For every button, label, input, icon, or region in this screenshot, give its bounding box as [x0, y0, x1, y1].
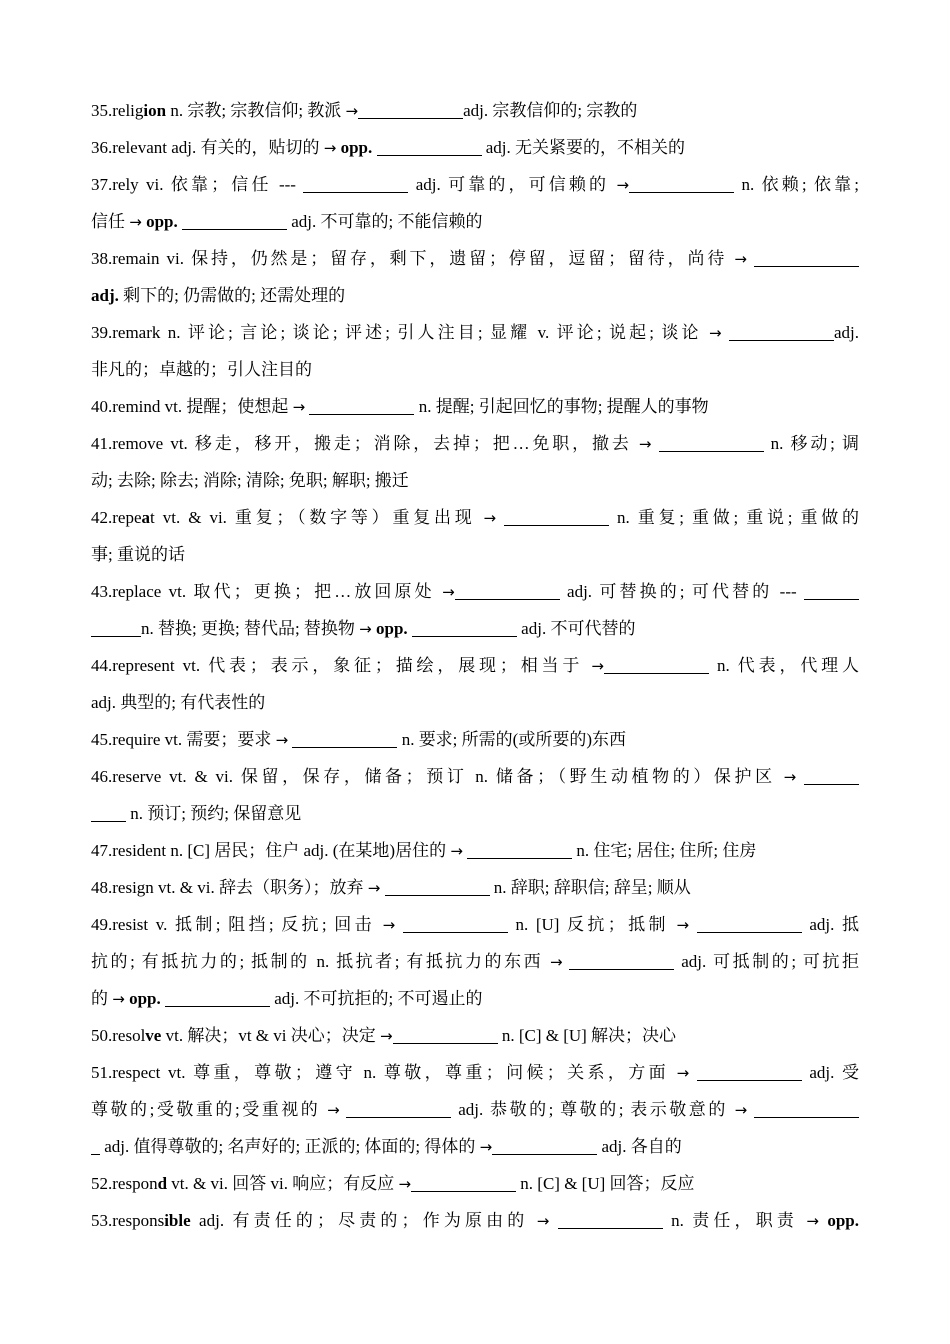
entry-text: 事; 重说的话 — [91, 545, 185, 564]
entry-text: n. 宗教; 宗教信仰; 教派 — [166, 101, 346, 120]
entry-text: 39.remark n. 评论; 言论; 谈论; 评述; 引人注目; 显耀 v. 评论; 说起; 谈论 — [91, 323, 710, 342]
fill-blank[interactable] — [377, 138, 482, 156]
arrow-icon: → — [536, 1212, 550, 1230]
fill-blank[interactable] — [659, 434, 764, 452]
entry-text: adj. 无关紧要的，不相关的 — [481, 138, 686, 157]
entry-text: 41.remove vt. 移走，移开，搬走；消除，去掉；把…免职，撤去 — [91, 434, 639, 453]
entry-text: n. 重复; 重做; 重说; 重做的 — [609, 508, 859, 527]
fill-blank[interactable] — [697, 1063, 802, 1081]
entry-47-line-1 — [91, 832, 859, 869]
fill-blank[interactable] — [182, 212, 287, 230]
entry-text: n. [U] 反抗；抵制 — [507, 915, 677, 934]
entry-text: n. 辞职; 辞职信; 辞呈; 顺从 — [489, 878, 691, 897]
entry-text: 53.respons — [91, 1211, 165, 1230]
entry-text: 信任 — [91, 212, 130, 231]
opp-label: opp. — [827, 1211, 859, 1230]
entry-51-line-1 — [91, 1054, 859, 1091]
arrow-icon: → — [359, 620, 372, 638]
arrow-icon: → — [323, 139, 337, 157]
entry-text: 剩下的; 仍需做的; 还需处理的 — [118, 286, 346, 305]
fill-blank[interactable] — [303, 175, 408, 193]
entry-text: 48.resign vt. & vi. 辞去（职务）；放弃 — [91, 878, 368, 897]
entry-text: 非凡的；卓越的；引人注目的 — [91, 360, 312, 379]
entry-text: n. 责任，职责 — [662, 1211, 807, 1230]
entry-51-line-3 — [91, 1128, 859, 1165]
entry-49-line-1 — [91, 906, 859, 943]
entry-text: t vt. & vi. 重复；（数字等）重复出现 — [150, 508, 484, 527]
arrow-icon: → — [709, 324, 722, 342]
fill-blank[interactable] — [754, 249, 859, 267]
entry-text: adj. 可抵制的; 可抗拒 — [674, 952, 859, 971]
entry-37-line-1 — [91, 166, 859, 203]
fill-blank[interactable] — [504, 508, 609, 526]
arrow-icon: → — [129, 213, 142, 231]
entry-text: n. 移动; 调 — [763, 434, 859, 453]
arrow-icon: → — [382, 916, 396, 934]
entry-text: 47.resident n. [C] 居民；住户 adj. (在某地)居住的 — [91, 841, 451, 860]
entry-text: n. [C] & [U] 解决；决心 — [497, 1026, 677, 1045]
entry-bold: d — [157, 1174, 168, 1193]
entry-text: adj. 典型的; 有代表性的 — [91, 693, 266, 712]
entry-text: 37.rely vi. 依靠；信任 --- — [91, 175, 304, 194]
fill-blank[interactable] — [492, 1137, 597, 1155]
entry-bold: a — [141, 508, 151, 527]
entry-49-line-2 — [91, 943, 859, 980]
entry-text: adj. 有责任的；尽责的；作为原由的 — [190, 1211, 537, 1230]
entry-bold: ible — [164, 1211, 191, 1230]
fill-blank[interactable] — [91, 804, 126, 822]
arrow-icon: → — [783, 768, 797, 786]
arrow-icon: → — [806, 1212, 819, 1230]
entry-text: 40.remind vt. 提醒；使想起 — [91, 397, 293, 416]
arrow-icon: → — [550, 953, 563, 971]
fill-blank[interactable] — [403, 915, 508, 933]
entry-text: adj. 受 — [801, 1063, 859, 1082]
fill-blank[interactable] — [569, 952, 674, 970]
entry-text: adj. 各自的 — [597, 1137, 682, 1156]
vocabulary-document — [91, 92, 859, 1239]
entry-46-line-1 — [91, 758, 859, 795]
entry-bold: ion — [143, 101, 167, 120]
entry-text: 42.repe — [91, 508, 142, 527]
fill-blank[interactable] — [412, 619, 517, 637]
entry-text: adj. 宗教信仰的; 宗教的 — [463, 101, 638, 120]
arrow-icon: → — [398, 1175, 412, 1193]
entry-39-line-2 — [91, 351, 859, 388]
fill-blank[interactable] — [411, 1174, 516, 1192]
entry-45-line-1 — [91, 721, 859, 758]
entry-text: n. 预订; 预约; 保留意见 — [126, 804, 302, 823]
entry-text: 35.relig — [91, 101, 144, 120]
fill-blank[interactable] — [91, 619, 141, 637]
entry-50-line-1 — [91, 1017, 859, 1054]
entry-text: n. 提醒; 引起回忆的事物; 提醒人的事物 — [414, 397, 709, 416]
entry-text: 49.resist v. 抵制; 阻挡; 反抗; 回击 — [91, 915, 383, 934]
entry-text: 36.relevant adj. 有关的，贴切的 — [91, 138, 324, 157]
entry-text: adj. 不可靠的; 不能信赖的 — [287, 212, 483, 231]
fill-blank[interactable] — [455, 582, 560, 600]
entry-text: 46.reserve vt. & vi. 保留，保存，储备；预订 n. 储备；（野生动植物的）保护区 — [91, 767, 784, 786]
entry-text: vt. & vi. 回答 vi. 响应；有反应 — [167, 1174, 399, 1193]
arrow-icon: → — [275, 731, 289, 749]
fill-blank[interactable] — [91, 1137, 100, 1155]
entry-51-line-2 — [91, 1091, 859, 1128]
fill-blank[interactable] — [697, 915, 802, 933]
entry-text: adj. 恭敬的; 尊敬的; 表示敬意的 — [451, 1100, 735, 1119]
entry-text: 的 — [91, 989, 113, 1008]
fill-blank[interactable] — [165, 989, 270, 1007]
entry-37-line-2 — [91, 203, 859, 240]
entry-text: adj. 抵 — [801, 915, 859, 934]
entry-39-line-1 — [91, 314, 859, 351]
arrow-icon: → — [676, 1064, 690, 1082]
entry-41-line-2 — [91, 462, 859, 499]
entry-text: 38.remain vi. 保持，仍然是；留存，剩下，遗留；停留，逗留；留待，尚待 — [91, 249, 735, 268]
entry-text: n. 代表，代理人 — [708, 656, 859, 675]
entry-41-line-1 — [91, 425, 859, 462]
fill-blank[interactable] — [629, 175, 734, 193]
entry-text: n. 替换; 更换; 替代品; 替换物 — [141, 619, 360, 638]
entry-text: adj. 值得尊敬的; 名声好的; 正派的; 体面的; 得体的 — [100, 1137, 480, 1156]
entry-43-line-1 — [91, 573, 859, 610]
opp-label: opp. — [146, 212, 178, 231]
arrow-icon: → — [676, 916, 690, 934]
entry-text: 50.resol — [91, 1026, 146, 1045]
fill-blank[interactable] — [754, 1100, 859, 1118]
arrow-icon: → — [734, 250, 747, 268]
arrow-icon: → — [591, 657, 604, 675]
arrow-icon: → — [734, 1101, 748, 1119]
opp-label: opp. — [376, 619, 408, 638]
arrow-icon: → — [442, 583, 455, 601]
fill-blank[interactable] — [393, 1026, 498, 1044]
entry-text: 52.respon — [91, 1174, 158, 1193]
entry-text: adj. 可靠的，可信赖的 — [408, 175, 617, 194]
entry-42-line-1 — [91, 499, 859, 536]
fill-blank[interactable] — [558, 1211, 663, 1229]
entry-40-line-1 — [91, 388, 859, 425]
fill-blank[interactable] — [385, 878, 490, 896]
entry-42-line-2 — [91, 536, 859, 573]
fill-blank[interactable] — [804, 582, 859, 600]
entry-48-line-1 — [91, 869, 859, 906]
entry-text: adj. 可替换的; 可代替的 --- — [559, 582, 804, 601]
entry-35-line-1 — [91, 92, 859, 129]
arrow-icon: → — [112, 990, 125, 1008]
entry-bold: adj. — [91, 286, 119, 305]
entry-text: 44.represent vt. 代表；表示，象征；描绘，展现；相当于 — [91, 656, 592, 675]
entry-38-line-1 — [91, 240, 859, 277]
entry-text: n. 要求; 所需的(或所要的)东西 — [397, 730, 626, 749]
entry-text: 43.replace vt. 取代；更换；把…放回原处 — [91, 582, 443, 601]
entry-46-line-2 — [91, 795, 859, 832]
arrow-icon: → — [479, 1138, 493, 1156]
fill-blank[interactable] — [346, 1100, 451, 1118]
entry-bold: ve — [145, 1026, 162, 1045]
entry-text: 45.require vt. 需要；要求 — [91, 730, 276, 749]
fill-blank[interactable] — [358, 101, 463, 119]
entry-text: 动; 去除; 除去; 消除; 清除; 免职; 解职; 搬迁 — [91, 471, 409, 490]
entry-text: adj. — [833, 323, 860, 342]
arrow-icon: → — [380, 1027, 393, 1045]
arrow-icon: → — [327, 1101, 340, 1119]
entry-text: 尊敬的;受敬重的;受重视的 — [91, 1100, 328, 1119]
arrow-icon: → — [616, 176, 630, 194]
opp-label: opp. — [340, 138, 373, 157]
fill-blank[interactable] — [292, 730, 397, 748]
entry-44-line-2 — [91, 684, 859, 721]
entry-text: n. 住宅; 居住; 住所; 住房 — [572, 841, 757, 860]
entry-text: 51.respect vt. 尊重，尊敬；遵守 n. 尊敬，尊重；问候；关系，方面 — [91, 1063, 677, 1082]
entry-38-line-2 — [91, 277, 859, 314]
entry-43-line-2 — [91, 610, 859, 647]
entry-53-line-1 — [91, 1202, 859, 1239]
arrow-icon: → — [345, 102, 359, 120]
entry-text: 抗的; 有抵抗力的; 抵制的 n. 抵抗者; 有抵抗力的东西 — [91, 952, 551, 971]
arrow-icon: → — [638, 435, 652, 453]
entry-44-line-1 — [91, 647, 859, 684]
arrow-icon: → — [292, 398, 306, 416]
fill-blank[interactable] — [604, 656, 709, 674]
opp-label: opp. — [129, 989, 161, 1008]
arrow-icon: → — [483, 509, 497, 527]
entry-text: vt. 解决；vt & vi 决心；决定 — [161, 1026, 380, 1045]
entry-49-line-3 — [91, 980, 859, 1017]
entry-text: adj. 不可抗拒的; 不可遏止的 — [270, 989, 483, 1008]
entry-text: n. [C] & [U] 回答；反应 — [516, 1174, 695, 1193]
entry-text: adj. 不可代替的 — [516, 619, 636, 638]
fill-blank[interactable] — [729, 323, 834, 341]
fill-blank[interactable] — [804, 767, 859, 785]
fill-blank[interactable] — [309, 397, 414, 415]
entry-36-line-1 — [91, 129, 859, 166]
arrow-icon: → — [450, 842, 463, 860]
arrow-icon: → — [367, 879, 381, 897]
entry-52-line-1 — [91, 1165, 859, 1202]
fill-blank[interactable] — [467, 841, 572, 859]
entry-text: n. 依赖; 依靠; — [734, 175, 859, 194]
